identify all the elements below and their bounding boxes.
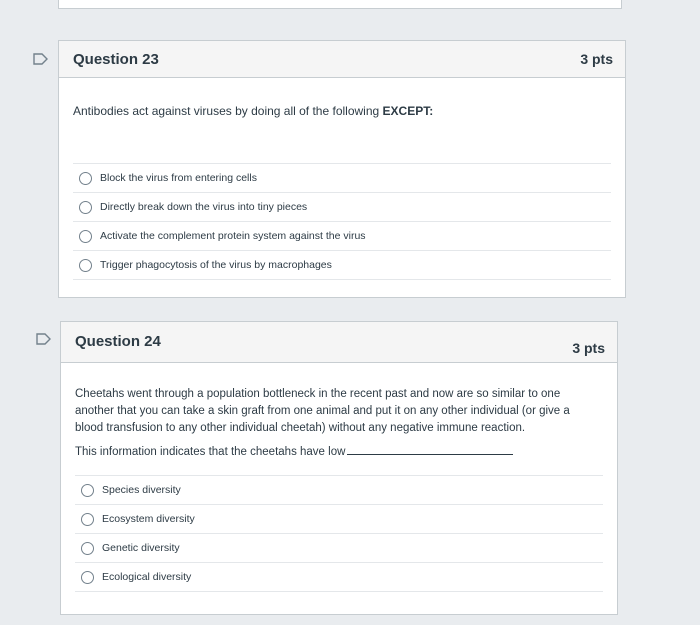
blank-line: [347, 454, 513, 455]
question-header: [61, 322, 617, 363]
answer-option[interactable]: [75, 504, 603, 533]
radio-button[interactable]: [81, 542, 94, 555]
answer-label: Activate the complement protein system against the virus: [100, 230, 366, 242]
answer-label: Species diversity: [102, 484, 181, 496]
question-prompt: Cheetahs went through a population bottleneck in the recent past and now are so similar to one another that you can take a skin graft from one animal and put it on any other individual (or give a blood transfusion to any other individual cheetah) without any negative immune reaction.: [75, 388, 570, 434]
answer-option[interactable]: [75, 562, 603, 592]
answer-label: Directly break down the virus into tiny pieces: [100, 201, 308, 213]
radio-button[interactable]: [79, 201, 92, 214]
radio-button[interactable]: [81, 513, 94, 526]
answer-option[interactable]: [73, 163, 611, 192]
previous-question-bottom: [58, 0, 622, 9]
question-23: [58, 40, 626, 298]
radio-button[interactable]: [79, 172, 92, 185]
radio-button[interactable]: [79, 259, 92, 272]
answer-label: Genetic diversity: [102, 542, 180, 554]
question-points: 3 pts: [580, 51, 613, 67]
question-prompt: Antibodies act against viruses by doing all of the following EXCEPT:: [73, 104, 434, 118]
answer-option[interactable]: [75, 533, 603, 562]
radio-button[interactable]: [81, 571, 94, 584]
answer-option[interactable]: [73, 221, 611, 250]
question-header: [59, 41, 625, 78]
answer-option[interactable]: [75, 475, 603, 504]
question-24: [60, 321, 618, 615]
answer-list: [61, 475, 617, 592]
answer-label: Ecosystem diversity: [102, 513, 195, 525]
question-title: Question 23: [73, 51, 159, 68]
question-title: Question 24: [75, 333, 161, 350]
answer-option[interactable]: [73, 250, 611, 280]
flag-question-icon[interactable]: [33, 53, 49, 65]
radio-button[interactable]: [79, 230, 92, 243]
radio-button[interactable]: [81, 484, 94, 497]
question-fill-in: This information indicates that the cheetahs have low: [75, 444, 593, 461]
answer-label: Ecological diversity: [102, 571, 192, 583]
flag-question-icon[interactable]: [36, 333, 52, 345]
question-points: 3 pts: [572, 340, 605, 356]
answer-label: Block the virus from entering cells: [100, 172, 257, 184]
answer-list: [59, 163, 625, 280]
answer-label: Trigger phagocytosis of the virus by macrophages: [100, 259, 332, 271]
answer-option[interactable]: [73, 192, 611, 221]
